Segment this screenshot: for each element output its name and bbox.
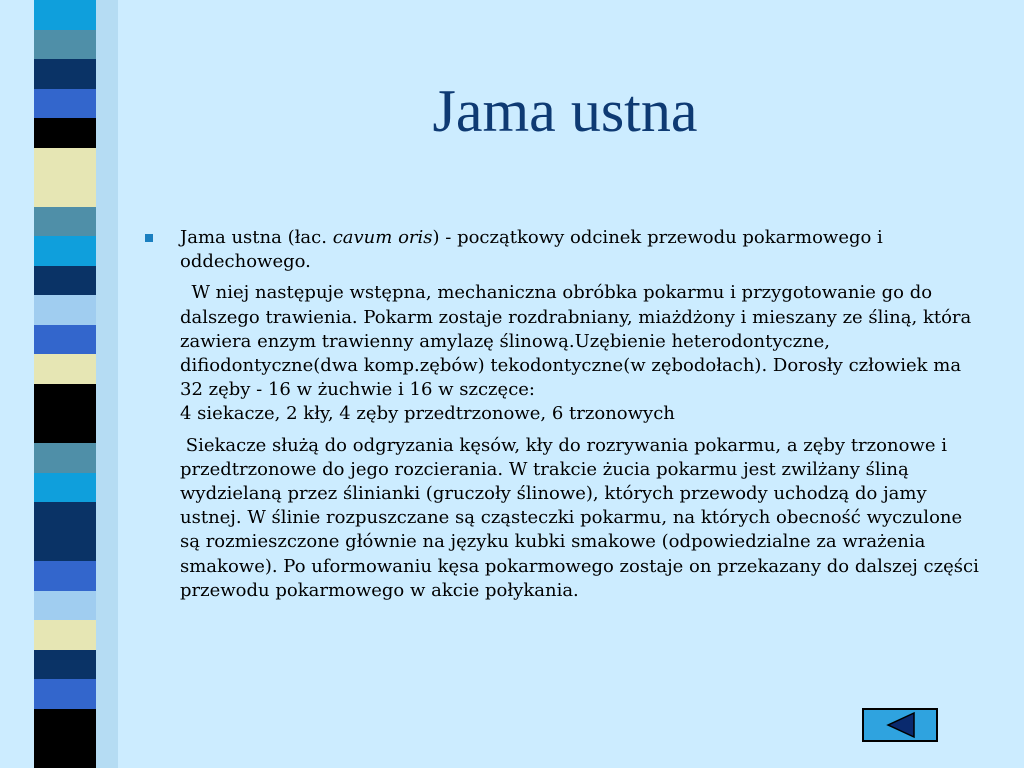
bullet-text-start: Jama ustna (łac. [180, 227, 333, 248]
stripe-band [34, 30, 96, 60]
stripe-band [34, 709, 96, 739]
stripe-band [34, 266, 96, 296]
paragraph-digestion [180, 281, 982, 426]
stripe-band [34, 443, 96, 473]
decorative-edge [96, 0, 118, 768]
slide-title: Jama ustna [432, 78, 698, 144]
stripe-band [34, 532, 96, 562]
stripe-band [34, 148, 96, 178]
stripe-band [34, 561, 96, 591]
stripe-band [34, 0, 96, 30]
bullet-square-icon [142, 226, 180, 274]
triangle-left-icon [864, 710, 936, 740]
previous-slide-button[interactable] [862, 708, 938, 742]
stripe-band [34, 89, 96, 119]
stripe-band [34, 650, 96, 680]
stripe-band [34, 384, 96, 414]
stripe-band [34, 118, 96, 148]
stripe-band [34, 207, 96, 237]
stripe-band [34, 738, 96, 768]
stripe-band [34, 325, 96, 355]
stripe-band [34, 59, 96, 89]
paragraph-digestion-text: W niej następuje wstępna, mechaniczna obróbka pokarmu i przygotowanie go do dalszego trawienia. Pokarm zostaje rozdrabniany, miażdżony i mieszany ze śliną, która zawiera enzym trawienny amylazę ślinową.Uzębienie heterodontyczne, difiodontyczne(dwa komp.zębów) tekodontyczne(w zębodołach). Dorosły człowiek ma 32 zęby - 16 w żuchwie i 16 w szczęce: [180, 282, 977, 401]
bullet-item [142, 226, 982, 274]
latin-term: cavum oris [332, 227, 433, 248]
paragraph-teeth-function: Siekacze służą do odgryzania kęsów, kły do rozrywania pokarmu, a zęby trzonowe i przedtrzonowe do jego rozcierania. W trakcie żucia pokarmu jest zwilżany śliną wydzielaną przez ślinianki (gruczoły ślinowe), których przewody uchodzą do jamy ustnej. W ślinie rozpuszczane są cząsteczki pokarmu, na których obecność wyczulone są rozmieszczone głównie na języku kubki smakowe (odpowiedzialne za wrażenia smakowe). Po uformowaniu kęsa pokarmowego zostaje on przekazany do dalszej części przewodu pokarmowego w akcie połykania. [180, 434, 985, 601]
decorative-stripe [34, 0, 96, 768]
stripe-band [34, 502, 96, 532]
stripe-band [34, 413, 96, 443]
stripe-band [34, 473, 96, 503]
stripe-band [34, 679, 96, 709]
teeth-count-line: 4 siekacze, 2 kły, 4 zęby przedtrzonowe, 6 trzonowych [180, 403, 675, 425]
stripe-band [34, 236, 96, 266]
bullet-text-end: ) - początkowy odcinek przewodu pokarmowego i oddechowego. [180, 227, 883, 273]
bullet-text [180, 226, 982, 274]
slide-content [142, 226, 985, 603]
stripe-band [34, 620, 96, 650]
stripe-band [34, 177, 96, 207]
stripe-band [34, 354, 96, 384]
stripe-band [34, 295, 96, 325]
stripe-band [34, 591, 96, 621]
